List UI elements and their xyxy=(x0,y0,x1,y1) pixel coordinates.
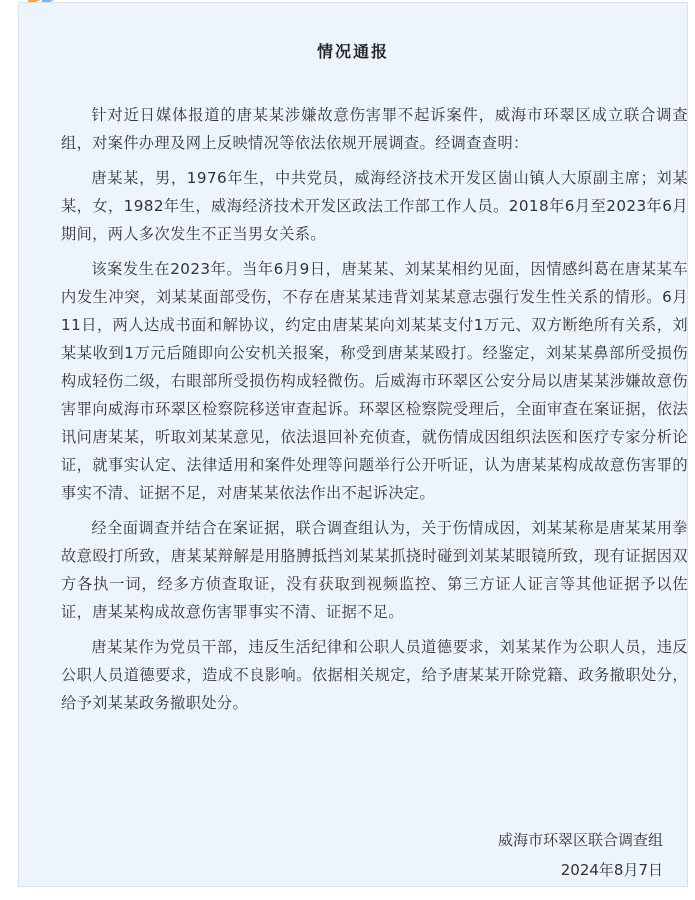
paragraph-case: 该案发生在2023年。当年6月9日，唐某某、刘某某相约见面，因情感纠葛在唐某某车内发生冲突，刘某某面部受伤，不存在唐某某违背刘某某意志强行发生性关系的情形。6月11日，两人达成书面和解协议，约定由唐某某向刘某某支付1万元、双方断绝所有关系，刘某某收到1万元后随即向公安机关报案，称受到唐某某殴打。经鉴定，刘某某鼻部所受损伤构成轻伤二级，右眼部所受损伤构成轻微伤。后威海市环翠区公安分局以唐某某涉嫌故意伤害罪向威海市环翠区检察院移送审查起诉。环翠区检察院受理后，全面审查在案证据，依法讯问唐某某，听取刘某某意见，依法退回补充侦查，就伤情成因组织法医和医疗专家分析论证，就事实认定、法律适用和案件处理等问题举行公开听证，认为唐某某构成故意伤害罪的事实不清、证据不足，对唐某某依法作出不起诉决定。 xyxy=(61,260,688,502)
notice-card xyxy=(18,2,688,887)
page-title: 情况通报 xyxy=(316,42,389,61)
signature-date: 2024年8月7日 xyxy=(560,861,663,879)
paragraph-intro: 针对近日媒体报道的唐某某涉嫌故意伤害罪不起诉案件，威海市环翠区成立联合调查组，对案件办理及网上反映情况等依法依规开展调查。经调查查明： xyxy=(61,106,688,152)
paragraph-persons: 唐某某，男，1976年生，中共党员，威海经济技术开发区崮山镇人大原副主席；刘某某，女，1982年生，威海经济技术开发区政法工作部工作人员。2018年6月至2023年6月期间，两人多次发生不正当男女关系。 xyxy=(61,169,688,243)
signature-organization: 威海市环翠区联合调查组 xyxy=(497,831,663,849)
paragraph-findings: 经全面调查并结合在案证据，联合调查组认为，关于伤情成因，刘某某称是唐某某用拳故意殴打所致，唐某某辩解是用胳膊抵挡刘某某抓挠时碰到刘某某眼镜所致，现有证据因双方各执一词，经多方侦查取证，没有获取到视频监控、第三方证人证言等其他证据予以佐证，唐某某构成故意伤害罪事实不清、证据不足。 xyxy=(61,519,688,621)
notice-body xyxy=(61,101,688,724)
paragraph-penalty: 唐某某作为党员干部，违反生活纪律和公职人员道德要求，刘某某作为公职人员，违反公职人员道德要求，造成不良影响。依据相关规定，给予唐某某开除党籍、政务撤职处分，给予刘某某政务撤职处分。 xyxy=(61,638,688,712)
